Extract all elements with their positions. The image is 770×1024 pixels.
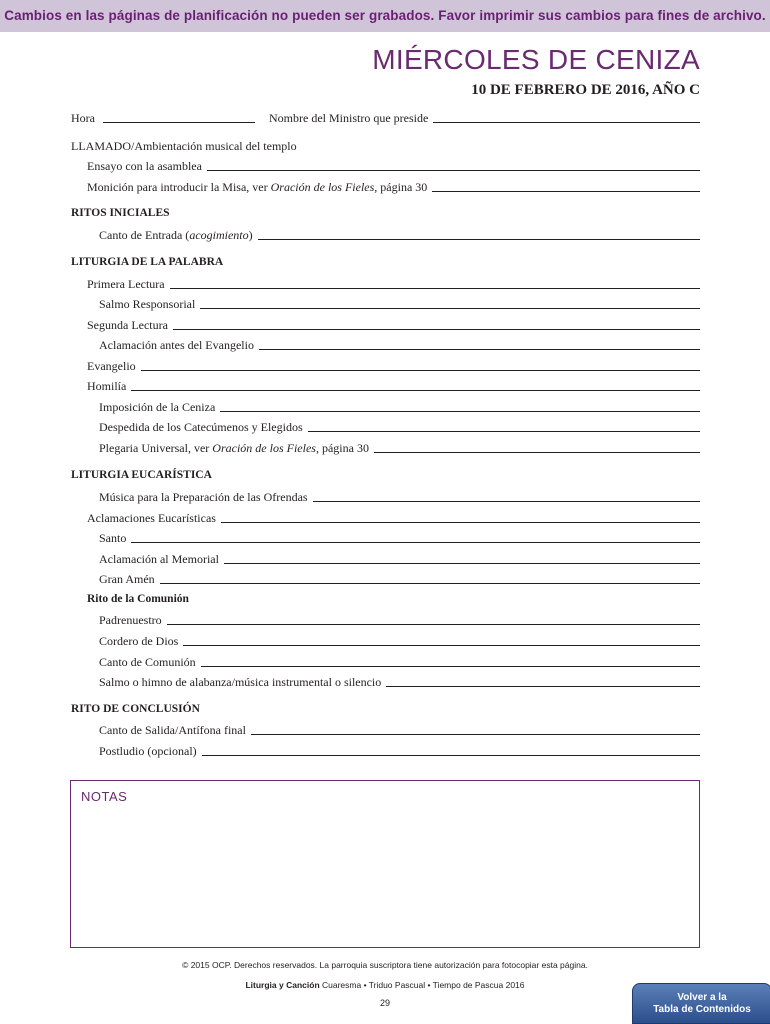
salmo-responsorial-label: Salmo Responsorial	[99, 297, 196, 311]
salmo-himno-label: Salmo o himno de alabanza/música instrumental o silencio	[99, 675, 382, 689]
hora-field[interactable]	[103, 122, 255, 123]
gran-amen-row	[99, 569, 700, 587]
evangelio-row	[87, 356, 700, 374]
ministro-label: Nombre del Ministro que preside	[269, 111, 429, 125]
archive-warning-banner: Cambios en las páginas de planificación no pueden ser grabados. Favor imprimir sus cambios para fines de archivo.	[0, 0, 770, 32]
cordero-field[interactable]	[183, 645, 700, 646]
evangelio-field[interactable]	[141, 370, 700, 371]
postludio-label: Postludio (opcional)	[99, 744, 197, 758]
notes-label: NOTAS	[81, 789, 128, 804]
gran-amen-label: Gran Amén	[99, 572, 155, 586]
notes-box[interactable]	[70, 780, 700, 948]
musica-ofrendas-row	[99, 487, 700, 505]
homilia-row	[87, 376, 700, 394]
aclamaciones-field[interactable]	[221, 522, 700, 523]
segunda-lectura-label: Segunda Lectura	[87, 318, 168, 332]
primera-lectura-row	[87, 274, 700, 292]
postludio-field[interactable]	[202, 755, 700, 756]
despedida-field[interactable]	[308, 431, 700, 432]
monicion-label: Monición para introducir la Misa, ver Oración de los Fieles, página 30	[87, 180, 428, 194]
gran-amen-field[interactable]	[160, 583, 700, 584]
canto-entrada-label: Canto de Entrada (acogimiento)	[99, 228, 253, 242]
segunda-lectura-field[interactable]	[173, 329, 700, 330]
canto-salida-row	[99, 720, 700, 738]
cordero-label: Cordero de Dios	[99, 634, 179, 648]
padrenuestro-row	[99, 610, 700, 628]
santo-row	[99, 528, 700, 546]
despedida-row	[99, 417, 700, 435]
despedida-label: Despedida de los Catecúmenos y Elegidos	[99, 420, 303, 434]
llamado-heading: LLAMADO/Ambientación musical del templo	[71, 139, 297, 153]
imposicion-row	[99, 397, 700, 415]
monicion-field[interactable]	[432, 191, 700, 192]
ensayo-field[interactable]	[207, 170, 700, 171]
ministro-field[interactable]	[433, 122, 700, 123]
canto-comunion-label: Canto de Comunión	[99, 655, 196, 669]
padrenuestro-label: Padrenuestro	[99, 613, 162, 627]
aclamacion-evangelio-row	[99, 335, 700, 353]
evangelio-label: Evangelio	[87, 359, 136, 373]
canto-entrada-field[interactable]	[258, 239, 700, 240]
rito-comunion-heading: Rito de la Comunión	[87, 593, 189, 605]
ensayo-row	[87, 156, 700, 174]
salmo-responsorial-row	[99, 294, 700, 312]
hora-label: Hora	[71, 111, 95, 125]
publication-subtitle: Cuaresma • Triduo Pascual • Tiempo de Pascua 2016	[319, 980, 525, 990]
musica-ofrendas-label: Música para la Preparación de las Ofrendas	[99, 490, 308, 504]
ensayo-label: Ensayo con la asamblea	[87, 159, 202, 173]
salmo-responsorial-field[interactable]	[200, 308, 700, 309]
hora-ministro-row	[71, 108, 700, 126]
page-title: MIÉRCOLES DE CENIZA	[372, 44, 700, 75]
page-number: 29	[379, 998, 390, 1008]
monicion-row	[87, 177, 700, 195]
aclamaciones-row	[87, 508, 700, 526]
postludio-row	[99, 741, 700, 759]
santo-label: Santo	[99, 531, 127, 545]
plegaria-row	[99, 438, 700, 456]
llamado-row	[71, 136, 700, 154]
canto-salida-field[interactable]	[251, 734, 700, 735]
aclamaciones-label: Aclamaciones Eucarísticas	[87, 511, 216, 525]
cordero-row	[99, 631, 700, 649]
santo-field[interactable]	[131, 542, 700, 543]
aclamacion-evangelio-field[interactable]	[259, 349, 700, 350]
aclamacion-memorial-label: Aclamación al Memorial	[99, 552, 219, 566]
padrenuestro-field[interactable]	[167, 624, 700, 625]
homilia-field[interactable]	[131, 390, 700, 391]
publication-title: Liturgia y Canción	[245, 980, 320, 990]
musica-ofrendas-field[interactable]	[313, 501, 700, 502]
rito-conclusion-heading: RITO DE CONCLUSIÓN	[71, 703, 200, 715]
canto-comunion-field[interactable]	[201, 666, 700, 667]
copyright-notice: © 2015 OCP. Derechos reservados. La parroquia suscriptora tiene autorización para fotocopiar esta página.	[182, 960, 588, 970]
celebration-date: 10 DE FEBRERO DE 2016, AÑO C	[471, 82, 700, 98]
back-button-line1: Volver a la	[677, 992, 727, 1003]
canto-salida-label: Canto de Salida/Antífona final	[99, 723, 246, 737]
homilia-label: Homilía	[87, 379, 127, 393]
plegaria-field[interactable]	[374, 452, 700, 453]
imposicion-label: Imposición de la Ceniza	[99, 400, 216, 414]
plegaria-label: Plegaria Universal, ver Oración de los Fieles, página 30	[99, 441, 369, 455]
segunda-lectura-row	[87, 315, 700, 333]
aclamacion-memorial-row	[99, 549, 700, 567]
salmo-himno-field[interactable]	[386, 686, 700, 687]
imposicion-field[interactable]	[220, 411, 700, 412]
liturgia-eucaristica-heading: LITURGIA EUCARÍSTICA	[71, 469, 212, 481]
primera-lectura-field[interactable]	[170, 288, 700, 289]
liturgia-palabra-heading: LITURGIA DE LA PALABRA	[71, 256, 224, 268]
primera-lectura-label: Primera Lectura	[87, 277, 165, 291]
aclamacion-memorial-field[interactable]	[224, 563, 700, 564]
back-to-contents-button[interactable]	[632, 983, 770, 1024]
aclamacion-evangelio-label: Aclamación antes del Evangelio	[99, 338, 254, 352]
back-button-line2: Tabla de Contenidos	[653, 1004, 751, 1015]
canto-comunion-row	[99, 652, 700, 670]
salmo-himno-row	[99, 672, 700, 690]
ritos-iniciales-heading: RITOS INICIALES	[71, 207, 170, 219]
canto-entrada-row	[99, 225, 700, 243]
